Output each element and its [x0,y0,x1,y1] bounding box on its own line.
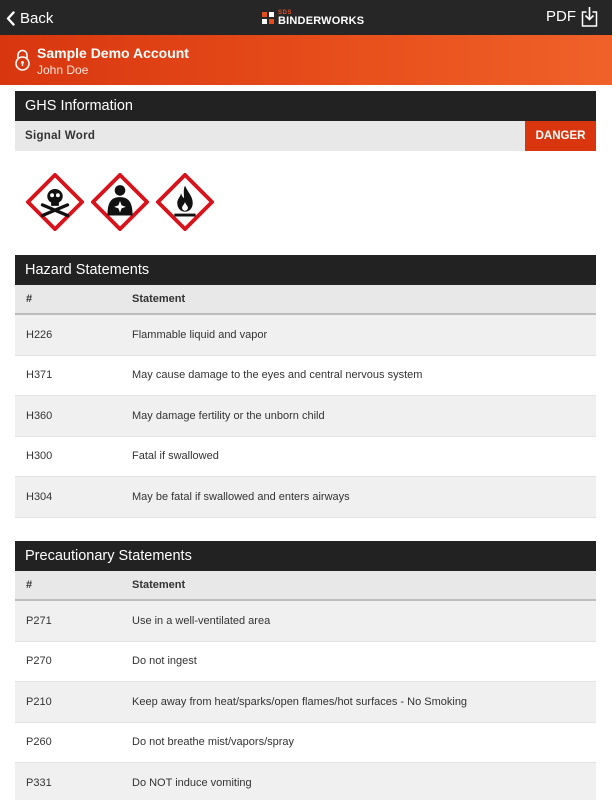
app-logo [261,8,364,28]
hazard-statement: Flammable liquid and vapor [132,328,268,341]
hazard-code: H226 [26,328,53,341]
hazard-statement: May be fatal if swallowed and enters airways [132,490,350,503]
precaution-statement: Use in a well-ventilated area [132,614,271,627]
table-row [15,642,596,683]
precaution-statement: Do NOT induce vomiting [132,776,252,789]
table-row [15,396,596,437]
ghs-section-header: GHS Information [15,91,596,121]
table-row [15,437,596,478]
pdf-export-button[interactable] [546,6,598,27]
signal-word-badge: DANGER [525,121,596,151]
logo-mark-icon [261,11,275,25]
table-row [15,763,596,800]
precaution-section-header: Precautionary Statements [15,541,596,571]
chevron-left-icon [6,11,15,26]
hazard-section-header: Hazard Statements [15,255,596,285]
signal-word-row [15,121,596,151]
precaution-table [15,571,596,800]
hazard-statement: May damage fertility or the unborn child [132,409,325,422]
precaution-code: P331 [26,776,52,789]
download-icon [581,6,598,27]
col-number-header: # [26,579,33,591]
precaution-code: P260 [26,736,52,749]
precaution-statement: Do not ingest [132,655,197,668]
table-row [15,315,596,356]
account-bar[interactable] [0,35,612,85]
lock-icon [14,49,31,71]
pdf-label: PDF [546,8,576,25]
hazard-table [15,285,596,518]
precaution-code: P270 [26,655,52,668]
hazard-statement: May cause damage to the eyes and central nervous system [132,369,423,382]
table-header [15,285,596,315]
hazard-code: H360 [26,409,53,422]
account-name: Sample Demo Account [37,45,189,61]
col-statement-header: Statement [132,579,186,591]
skull-crossbones-icon [26,173,84,231]
hazard-statement: Fatal if swallowed [132,450,219,463]
logo-name-text: BINDERWORKS [278,14,365,27]
table-row [15,356,596,397]
health-hazard-icon [91,173,149,231]
flame-icon [156,173,214,231]
hazard-code: H304 [26,490,53,503]
logo-sds-text: SDS [278,9,292,16]
hazard-code: H371 [26,369,53,382]
precaution-statement: Do not breathe mist/vapors/spray [132,736,295,749]
back-label: Back [20,9,54,27]
top-nav-bar [0,0,612,35]
col-number-header: # [26,293,33,305]
precaution-code: P271 [26,614,52,627]
precaution-code: P210 [26,695,52,708]
table-row [15,601,596,642]
hazard-code: H300 [26,450,53,463]
col-statement-header: Statement [132,293,186,305]
back-button[interactable] [6,8,53,28]
signal-word-label: Signal Word [25,130,96,142]
precaution-statement: Keep away from heat/sparks/open flames/hot surfaces - No Smoking [132,695,468,708]
ghs-pictograms [26,173,221,231]
table-row [15,477,596,518]
account-user: John Doe [37,63,89,77]
table-row [15,723,596,764]
table-header [15,571,596,601]
table-row [15,682,596,723]
